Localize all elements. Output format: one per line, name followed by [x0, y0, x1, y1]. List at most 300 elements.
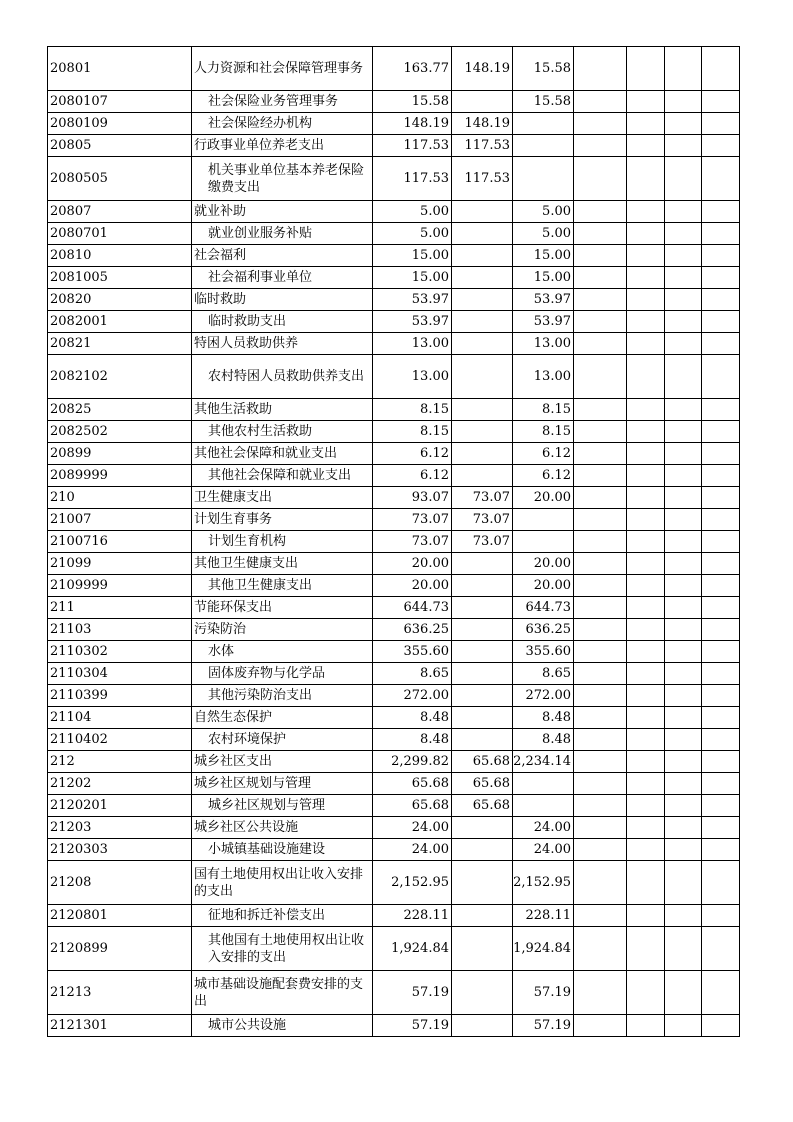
- basic-expenditure-cell: [452, 399, 513, 421]
- subject-name-cell: 污染防治: [192, 619, 373, 641]
- subject-name-cell: 节能环保支出: [192, 597, 373, 619]
- project-expenditure-cell: 20.00: [513, 575, 574, 597]
- empty-cell: [574, 399, 627, 421]
- empty-cell: [665, 1015, 702, 1037]
- empty-cell: [627, 597, 665, 619]
- empty-cell: [665, 861, 702, 905]
- empty-cell: [665, 839, 702, 861]
- empty-cell: [702, 905, 740, 927]
- basic-expenditure-cell: [452, 223, 513, 245]
- table-row: [48, 399, 740, 421]
- empty-cell: [665, 333, 702, 355]
- empty-cell: [702, 839, 740, 861]
- empty-cell: [665, 421, 702, 443]
- basic-expenditure-cell: 73.07: [452, 509, 513, 531]
- total-amount-cell: 5.00: [373, 223, 452, 245]
- project-expenditure-cell: 57.19: [513, 1015, 574, 1037]
- project-expenditure-cell: 15.00: [513, 245, 574, 267]
- empty-cell: [665, 47, 702, 91]
- empty-cell: [702, 47, 740, 91]
- basic-expenditure-cell: [452, 267, 513, 289]
- project-expenditure-cell: 8.15: [513, 421, 574, 443]
- empty-cell: [702, 817, 740, 839]
- subject-code-cell: 2120801: [48, 905, 192, 927]
- table-row: [48, 487, 740, 509]
- empty-cell: [627, 399, 665, 421]
- empty-cell: [574, 597, 627, 619]
- basic-expenditure-cell: [452, 861, 513, 905]
- empty-cell: [574, 487, 627, 509]
- subject-code-cell: 2080701: [48, 223, 192, 245]
- empty-cell: [702, 421, 740, 443]
- total-amount-cell: 24.00: [373, 817, 452, 839]
- empty-cell: [702, 245, 740, 267]
- empty-cell: [702, 553, 740, 575]
- empty-cell: [702, 509, 740, 531]
- basic-expenditure-cell: [452, 443, 513, 465]
- project-expenditure-cell: [513, 795, 574, 817]
- empty-cell: [702, 861, 740, 905]
- subject-name-cell: 国有土地使用权出让收入安排的支出: [192, 861, 373, 905]
- empty-cell: [574, 289, 627, 311]
- empty-cell: [574, 245, 627, 267]
- table-row: [48, 531, 740, 553]
- subject-code-cell: 20801: [48, 47, 192, 91]
- subject-name-cell: 城乡社区规划与管理: [192, 795, 373, 817]
- project-expenditure-cell: [513, 157, 574, 201]
- basic-expenditure-cell: [452, 597, 513, 619]
- empty-cell: [665, 597, 702, 619]
- project-expenditure-cell: 228.11: [513, 905, 574, 927]
- total-amount-cell: 73.07: [373, 509, 452, 531]
- table-row: [48, 619, 740, 641]
- total-amount-cell: 117.53: [373, 135, 452, 157]
- empty-cell: [574, 201, 627, 223]
- empty-cell: [627, 157, 665, 201]
- empty-cell: [574, 531, 627, 553]
- empty-cell: [627, 311, 665, 333]
- project-expenditure-cell: 272.00: [513, 685, 574, 707]
- total-amount-cell: 15.00: [373, 267, 452, 289]
- empty-cell: [702, 531, 740, 553]
- empty-cell: [702, 707, 740, 729]
- subject-code-cell: 2110304: [48, 663, 192, 685]
- project-expenditure-cell: 53.97: [513, 311, 574, 333]
- empty-cell: [627, 641, 665, 663]
- empty-cell: [665, 267, 702, 289]
- total-amount-cell: 73.07: [373, 531, 452, 553]
- subject-name-cell: 其他农村生活救助: [192, 421, 373, 443]
- empty-cell: [627, 245, 665, 267]
- empty-cell: [627, 839, 665, 861]
- empty-cell: [627, 421, 665, 443]
- table-row: [48, 575, 740, 597]
- subject-name-cell: 其他国有土地使用权出让收入安排的支出: [192, 927, 373, 971]
- table-row: [48, 509, 740, 531]
- budget-table: [47, 46, 740, 1037]
- subject-code-cell: 2082102: [48, 355, 192, 399]
- empty-cell: [627, 619, 665, 641]
- empty-cell: [574, 91, 627, 113]
- subject-name-cell: 其他生活救助: [192, 399, 373, 421]
- empty-cell: [665, 531, 702, 553]
- total-amount-cell: 65.68: [373, 773, 452, 795]
- subject-code-cell: 20805: [48, 135, 192, 157]
- table-row: [48, 355, 740, 399]
- empty-cell: [702, 663, 740, 685]
- subject-code-cell: 21203: [48, 817, 192, 839]
- subject-name-cell: 计划生育机构: [192, 531, 373, 553]
- subject-code-cell: 20899: [48, 443, 192, 465]
- table-row: [48, 223, 740, 245]
- total-amount-cell: 644.73: [373, 597, 452, 619]
- table-row: [48, 553, 740, 575]
- empty-cell: [665, 707, 702, 729]
- basic-expenditure-cell: [452, 1015, 513, 1037]
- empty-cell: [574, 267, 627, 289]
- total-amount-cell: 93.07: [373, 487, 452, 509]
- project-expenditure-cell: 24.00: [513, 839, 574, 861]
- subject-code-cell: 2120303: [48, 839, 192, 861]
- project-expenditure-cell: 15.58: [513, 47, 574, 91]
- subject-name-cell: 临时救助: [192, 289, 373, 311]
- subject-name-cell: 人力资源和社会保障管理事务: [192, 47, 373, 91]
- basic-expenditure-cell: [452, 641, 513, 663]
- table-row: [48, 47, 740, 91]
- basic-expenditure-cell: [452, 619, 513, 641]
- empty-cell: [574, 773, 627, 795]
- basic-expenditure-cell: [452, 311, 513, 333]
- total-amount-cell: 5.00: [373, 201, 452, 223]
- project-expenditure-cell: 53.97: [513, 289, 574, 311]
- total-amount-cell: 2,152.95: [373, 861, 452, 905]
- basic-expenditure-cell: 65.68: [452, 795, 513, 817]
- subject-code-cell: 2081005: [48, 267, 192, 289]
- subject-name-cell: 卫生健康支出: [192, 487, 373, 509]
- total-amount-cell: 148.19: [373, 113, 452, 135]
- basic-expenditure-cell: [452, 465, 513, 487]
- project-expenditure-cell: 8.65: [513, 663, 574, 685]
- basic-expenditure-cell: 65.68: [452, 773, 513, 795]
- subject-name-cell: 行政事业单位养老支出: [192, 135, 373, 157]
- empty-cell: [574, 1015, 627, 1037]
- total-amount-cell: 8.65: [373, 663, 452, 685]
- table-row: [48, 421, 740, 443]
- empty-cell: [702, 465, 740, 487]
- empty-cell: [627, 553, 665, 575]
- basic-expenditure-cell: [452, 839, 513, 861]
- subject-code-cell: 210: [48, 487, 192, 509]
- subject-code-cell: 2110402: [48, 729, 192, 751]
- subject-code-cell: 20810: [48, 245, 192, 267]
- subject-name-cell: 农村特困人员救助供养支出: [192, 355, 373, 399]
- project-expenditure-cell: 355.60: [513, 641, 574, 663]
- subject-name-cell: 城乡社区公共设施: [192, 817, 373, 839]
- empty-cell: [665, 487, 702, 509]
- subject-code-cell: 20807: [48, 201, 192, 223]
- subject-code-cell: 20820: [48, 289, 192, 311]
- empty-cell: [702, 619, 740, 641]
- subject-name-cell: 特困人员救助供养: [192, 333, 373, 355]
- empty-cell: [574, 905, 627, 927]
- subject-name-cell: 社会福利事业单位: [192, 267, 373, 289]
- empty-cell: [627, 91, 665, 113]
- total-amount-cell: 65.68: [373, 795, 452, 817]
- basic-expenditure-cell: [452, 707, 513, 729]
- empty-cell: [702, 157, 740, 201]
- empty-cell: [702, 795, 740, 817]
- empty-cell: [574, 641, 627, 663]
- empty-cell: [574, 839, 627, 861]
- total-amount-cell: 636.25: [373, 619, 452, 641]
- empty-cell: [627, 509, 665, 531]
- subject-name-cell: 城市公共设施: [192, 1015, 373, 1037]
- empty-cell: [574, 707, 627, 729]
- total-amount-cell: 13.00: [373, 333, 452, 355]
- empty-cell: [702, 289, 740, 311]
- table-row: [48, 663, 740, 685]
- empty-cell: [665, 971, 702, 1015]
- empty-cell: [665, 641, 702, 663]
- subject-code-cell: 2120201: [48, 795, 192, 817]
- total-amount-cell: 117.53: [373, 157, 452, 201]
- project-expenditure-cell: [513, 113, 574, 135]
- project-expenditure-cell: 6.12: [513, 443, 574, 465]
- basic-expenditure-cell: [452, 817, 513, 839]
- table-row: [48, 1015, 740, 1037]
- table-row: [48, 333, 740, 355]
- empty-cell: [574, 663, 627, 685]
- basic-expenditure-cell: [452, 685, 513, 707]
- basic-expenditure-cell: [452, 927, 513, 971]
- table-row: [48, 773, 740, 795]
- table-row: [48, 91, 740, 113]
- subject-name-cell: 社会保险业务管理事务: [192, 91, 373, 113]
- subject-code-cell: 2100716: [48, 531, 192, 553]
- empty-cell: [574, 927, 627, 971]
- table-row: [48, 795, 740, 817]
- empty-cell: [627, 927, 665, 971]
- table-row: [48, 201, 740, 223]
- project-expenditure-cell: 5.00: [513, 201, 574, 223]
- basic-expenditure-cell: [452, 421, 513, 443]
- project-expenditure-cell: 57.19: [513, 971, 574, 1015]
- subject-code-cell: 2082001: [48, 311, 192, 333]
- empty-cell: [702, 223, 740, 245]
- project-expenditure-cell: 8.15: [513, 399, 574, 421]
- subject-code-cell: 2080505: [48, 157, 192, 201]
- subject-name-cell: 就业补助: [192, 201, 373, 223]
- table-row: [48, 443, 740, 465]
- table-row: [48, 927, 740, 971]
- total-amount-cell: 6.12: [373, 443, 452, 465]
- empty-cell: [627, 663, 665, 685]
- project-expenditure-cell: 6.12: [513, 465, 574, 487]
- project-expenditure-cell: 636.25: [513, 619, 574, 641]
- total-amount-cell: 15.00: [373, 245, 452, 267]
- empty-cell: [702, 355, 740, 399]
- empty-cell: [627, 355, 665, 399]
- total-amount-cell: 8.15: [373, 421, 452, 443]
- subject-code-cell: 21213: [48, 971, 192, 1015]
- subject-code-cell: 20821: [48, 333, 192, 355]
- empty-cell: [627, 707, 665, 729]
- empty-cell: [574, 795, 627, 817]
- total-amount-cell: 53.97: [373, 289, 452, 311]
- table-row: [48, 311, 740, 333]
- total-amount-cell: 8.48: [373, 707, 452, 729]
- empty-cell: [627, 135, 665, 157]
- basic-expenditure-cell: 73.07: [452, 531, 513, 553]
- empty-cell: [574, 465, 627, 487]
- subject-code-cell: 21104: [48, 707, 192, 729]
- table-row: [48, 839, 740, 861]
- subject-name-cell: 其他卫生健康支出: [192, 553, 373, 575]
- total-amount-cell: 15.58: [373, 91, 452, 113]
- project-expenditure-cell: 2,152.95: [513, 861, 574, 905]
- project-expenditure-cell: 8.48: [513, 707, 574, 729]
- empty-cell: [627, 905, 665, 927]
- total-amount-cell: 24.00: [373, 839, 452, 861]
- subject-code-cell: 21202: [48, 773, 192, 795]
- empty-cell: [627, 575, 665, 597]
- project-expenditure-cell: 8.48: [513, 729, 574, 751]
- table-row: [48, 729, 740, 751]
- empty-cell: [627, 773, 665, 795]
- subject-name-cell: 社会保险经办机构: [192, 113, 373, 135]
- project-expenditure-cell: [513, 531, 574, 553]
- subject-name-cell: 固体废弃物与化学品: [192, 663, 373, 685]
- empty-cell: [665, 773, 702, 795]
- empty-cell: [574, 443, 627, 465]
- empty-cell: [665, 223, 702, 245]
- empty-cell: [574, 619, 627, 641]
- basic-expenditure-cell: [452, 333, 513, 355]
- empty-cell: [574, 817, 627, 839]
- subject-name-cell: 社会福利: [192, 245, 373, 267]
- empty-cell: [702, 201, 740, 223]
- basic-expenditure-cell: [452, 91, 513, 113]
- subject-name-cell: 城乡社区支出: [192, 751, 373, 773]
- subject-name-cell: 征地和拆迁补偿支出: [192, 905, 373, 927]
- project-expenditure-cell: [513, 773, 574, 795]
- subject-name-cell: 就业创业服务补贴: [192, 223, 373, 245]
- basic-expenditure-cell: [452, 289, 513, 311]
- empty-cell: [702, 1015, 740, 1037]
- empty-cell: [665, 399, 702, 421]
- total-amount-cell: 228.11: [373, 905, 452, 927]
- empty-cell: [702, 597, 740, 619]
- table-row: [48, 641, 740, 663]
- subject-code-cell: 21208: [48, 861, 192, 905]
- empty-cell: [702, 751, 740, 773]
- empty-cell: [702, 575, 740, 597]
- table-row: [48, 157, 740, 201]
- total-amount-cell: 355.60: [373, 641, 452, 663]
- empty-cell: [702, 91, 740, 113]
- subject-name-cell: 城乡社区规划与管理: [192, 773, 373, 795]
- basic-expenditure-cell: [452, 575, 513, 597]
- table-row: [48, 905, 740, 927]
- empty-cell: [574, 421, 627, 443]
- empty-cell: [627, 751, 665, 773]
- empty-cell: [627, 333, 665, 355]
- subject-name-cell: 临时救助支出: [192, 311, 373, 333]
- empty-cell: [665, 289, 702, 311]
- total-amount-cell: 1,924.84: [373, 927, 452, 971]
- empty-cell: [665, 663, 702, 685]
- empty-cell: [665, 553, 702, 575]
- empty-cell: [574, 333, 627, 355]
- empty-cell: [665, 355, 702, 399]
- total-amount-cell: 6.12: [373, 465, 452, 487]
- empty-cell: [627, 289, 665, 311]
- table-row: [48, 817, 740, 839]
- empty-cell: [665, 751, 702, 773]
- basic-expenditure-cell: [452, 553, 513, 575]
- empty-cell: [574, 113, 627, 135]
- subject-code-cell: 2121301: [48, 1015, 192, 1037]
- empty-cell: [665, 729, 702, 751]
- empty-cell: [702, 729, 740, 751]
- basic-expenditure-cell: 148.19: [452, 113, 513, 135]
- empty-cell: [627, 443, 665, 465]
- project-expenditure-cell: 24.00: [513, 817, 574, 839]
- total-amount-cell: 57.19: [373, 1015, 452, 1037]
- table-row: [48, 113, 740, 135]
- table-body: [48, 47, 740, 1037]
- empty-cell: [574, 861, 627, 905]
- table-row: [48, 135, 740, 157]
- subject-name-cell: 水体: [192, 641, 373, 663]
- subject-name-cell: 计划生育事务: [192, 509, 373, 531]
- empty-cell: [665, 443, 702, 465]
- total-amount-cell: 272.00: [373, 685, 452, 707]
- basic-expenditure-cell: [452, 201, 513, 223]
- empty-cell: [627, 487, 665, 509]
- empty-cell: [665, 245, 702, 267]
- total-amount-cell: 163.77: [373, 47, 452, 91]
- table-row: [48, 245, 740, 267]
- empty-cell: [574, 685, 627, 707]
- empty-cell: [627, 1015, 665, 1037]
- empty-cell: [627, 113, 665, 135]
- empty-cell: [702, 641, 740, 663]
- subject-name-cell: 机关事业单位基本养老保险缴费支出: [192, 157, 373, 201]
- empty-cell: [574, 355, 627, 399]
- empty-cell: [665, 509, 702, 531]
- project-expenditure-cell: 644.73: [513, 597, 574, 619]
- basic-expenditure-cell: 148.19: [452, 47, 513, 91]
- empty-cell: [627, 47, 665, 91]
- empty-cell: [627, 267, 665, 289]
- empty-cell: [627, 971, 665, 1015]
- table-row: [48, 751, 740, 773]
- empty-cell: [574, 311, 627, 333]
- total-amount-cell: 20.00: [373, 553, 452, 575]
- subject-code-cell: 21007: [48, 509, 192, 531]
- empty-cell: [702, 333, 740, 355]
- total-amount-cell: 13.00: [373, 355, 452, 399]
- basic-expenditure-cell: [452, 355, 513, 399]
- basic-expenditure-cell: 65.68: [452, 751, 513, 773]
- empty-cell: [665, 795, 702, 817]
- total-amount-cell: 8.15: [373, 399, 452, 421]
- empty-cell: [574, 135, 627, 157]
- empty-cell: [702, 773, 740, 795]
- empty-cell: [574, 751, 627, 773]
- empty-cell: [627, 685, 665, 707]
